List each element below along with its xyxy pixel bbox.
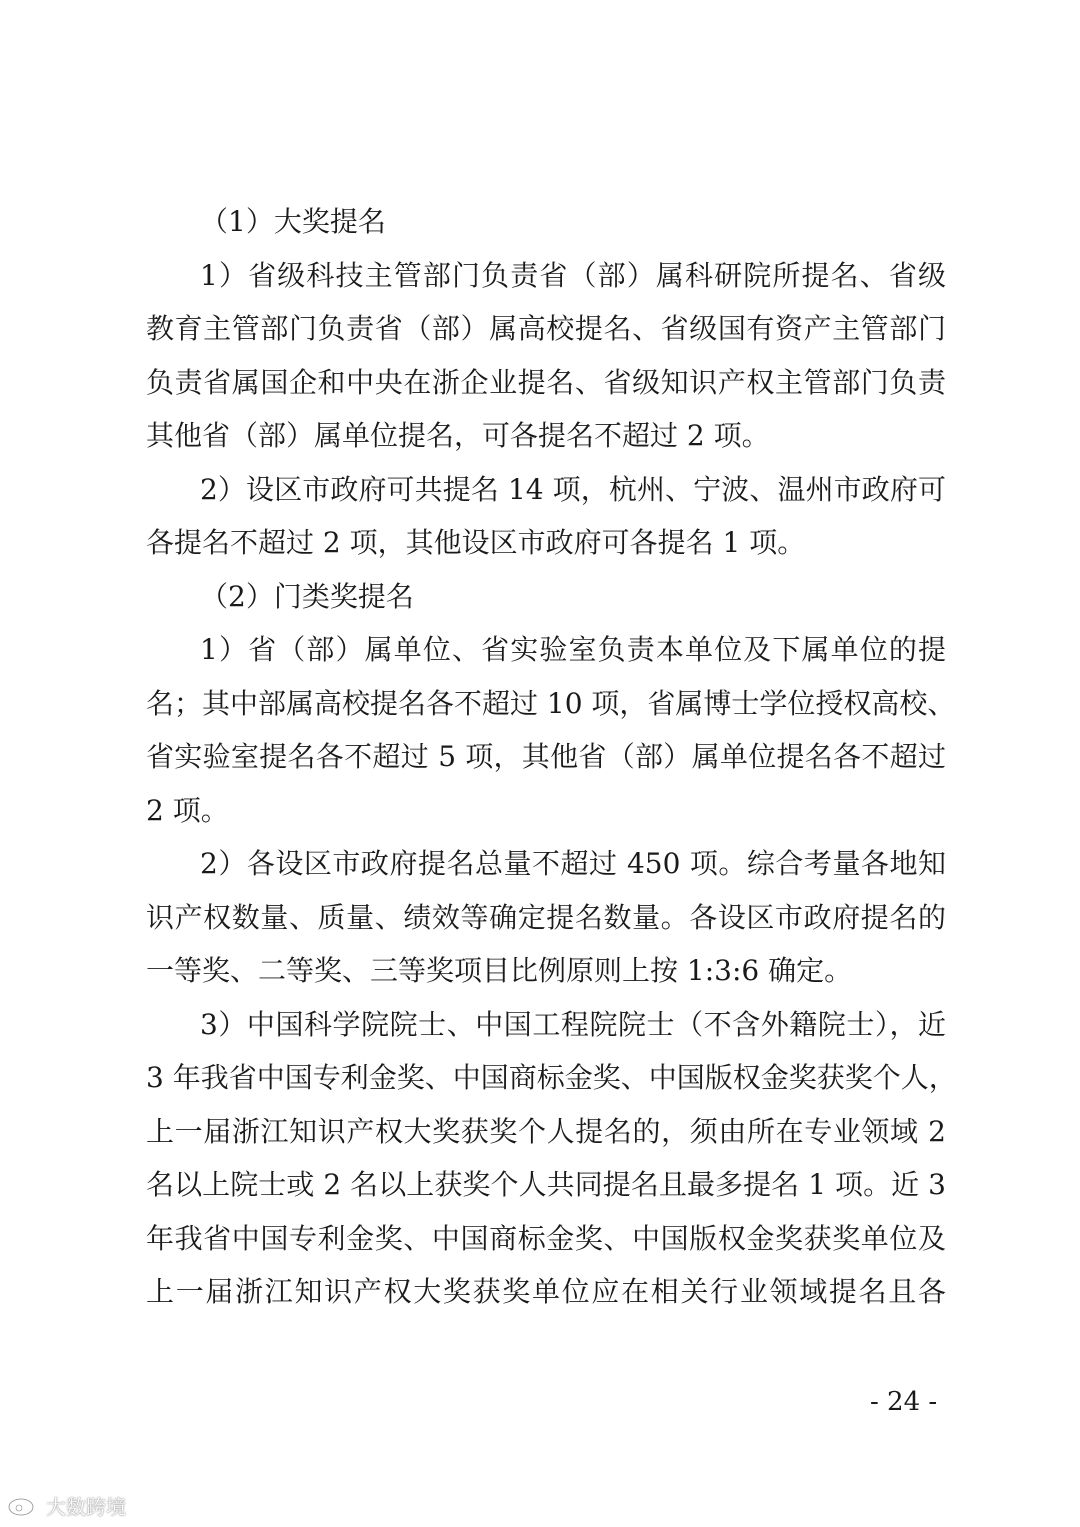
watermark xyxy=(6,1490,126,1520)
heading-category-award-nomination: （2）门类奖提名 xyxy=(200,580,414,613)
page-number: - 24 - xyxy=(870,1387,938,1417)
paragraph-line: 2）各设区市政府提名总量不超过 450 项。综合考量各地知 xyxy=(200,847,946,880)
paragraph-line: 2 项。 xyxy=(146,794,229,827)
paragraph-line: 名以上院士或 2 名以上获奖个人共同提名且最多提名 1 项。近 3 xyxy=(146,1168,946,1201)
paragraph-line: 3）中国科学院院士、中国工程院院士（不含外籍院士），近 xyxy=(200,1008,946,1041)
paragraph-line: 名；其中部属高校提名各不超过 10 项，省属博士学位授权高校、 xyxy=(146,687,956,720)
heading-award-nomination: （1）大奖提名 xyxy=(200,205,386,238)
paragraph-line: 1）省（部）属单位、省实验室负责本单位及下属单位的提 xyxy=(200,633,946,666)
watermark-text: 大数跨境 xyxy=(46,1494,126,1519)
paragraph-line: 其他省（部）属单位提名，可各提名不超过 2 项。 xyxy=(146,419,770,452)
paragraph-line: 一等奖、二等奖、三等奖项目比例原则上按 1:3:6 确定。 xyxy=(146,954,853,987)
paragraph-line: 各提名不超过 2 项，其他设区市政府可各提名 1 项。 xyxy=(146,526,806,559)
paragraph-line: 识产权数量、质量、绩效等确定提名数量。各设区市政府提名的 xyxy=(146,901,946,934)
weibo-logo-icon xyxy=(6,1492,42,1518)
paragraph-line: 上一届浙江知识产权大奖获奖个人提名的，须由所在专业领域 2 xyxy=(146,1115,946,1148)
paragraph-line: 2）设区市政府可共提名 14 项，杭州、宁波、温州市政府可 xyxy=(200,473,946,506)
paragraph-line: 上一届浙江知识产权大奖获奖单位应在相关行业领域提名且各 xyxy=(146,1275,946,1308)
paragraph-line: 1）省级科技主管部门负责省（部）属科研院所提名、省级 xyxy=(200,259,946,292)
paragraph-line: 3 年我省中国专利金奖、中国商标金奖、中国版权金奖获奖个人， xyxy=(146,1061,957,1094)
paragraph-line: 省实验室提名各不超过 5 项，其他省（部）属单位提名各不超过 xyxy=(146,740,946,773)
paragraph-line: 年我省中国专利金奖、中国商标金奖、中国版权金奖获奖单位及 xyxy=(146,1222,946,1255)
paragraph-line: 负责省属国企和中央在浙企业提名、省级知识产权主管部门负责 xyxy=(146,366,946,399)
paragraph-line: 教育主管部门负责省（部）属高校提名、省级国有资产主管部门 xyxy=(146,312,946,345)
